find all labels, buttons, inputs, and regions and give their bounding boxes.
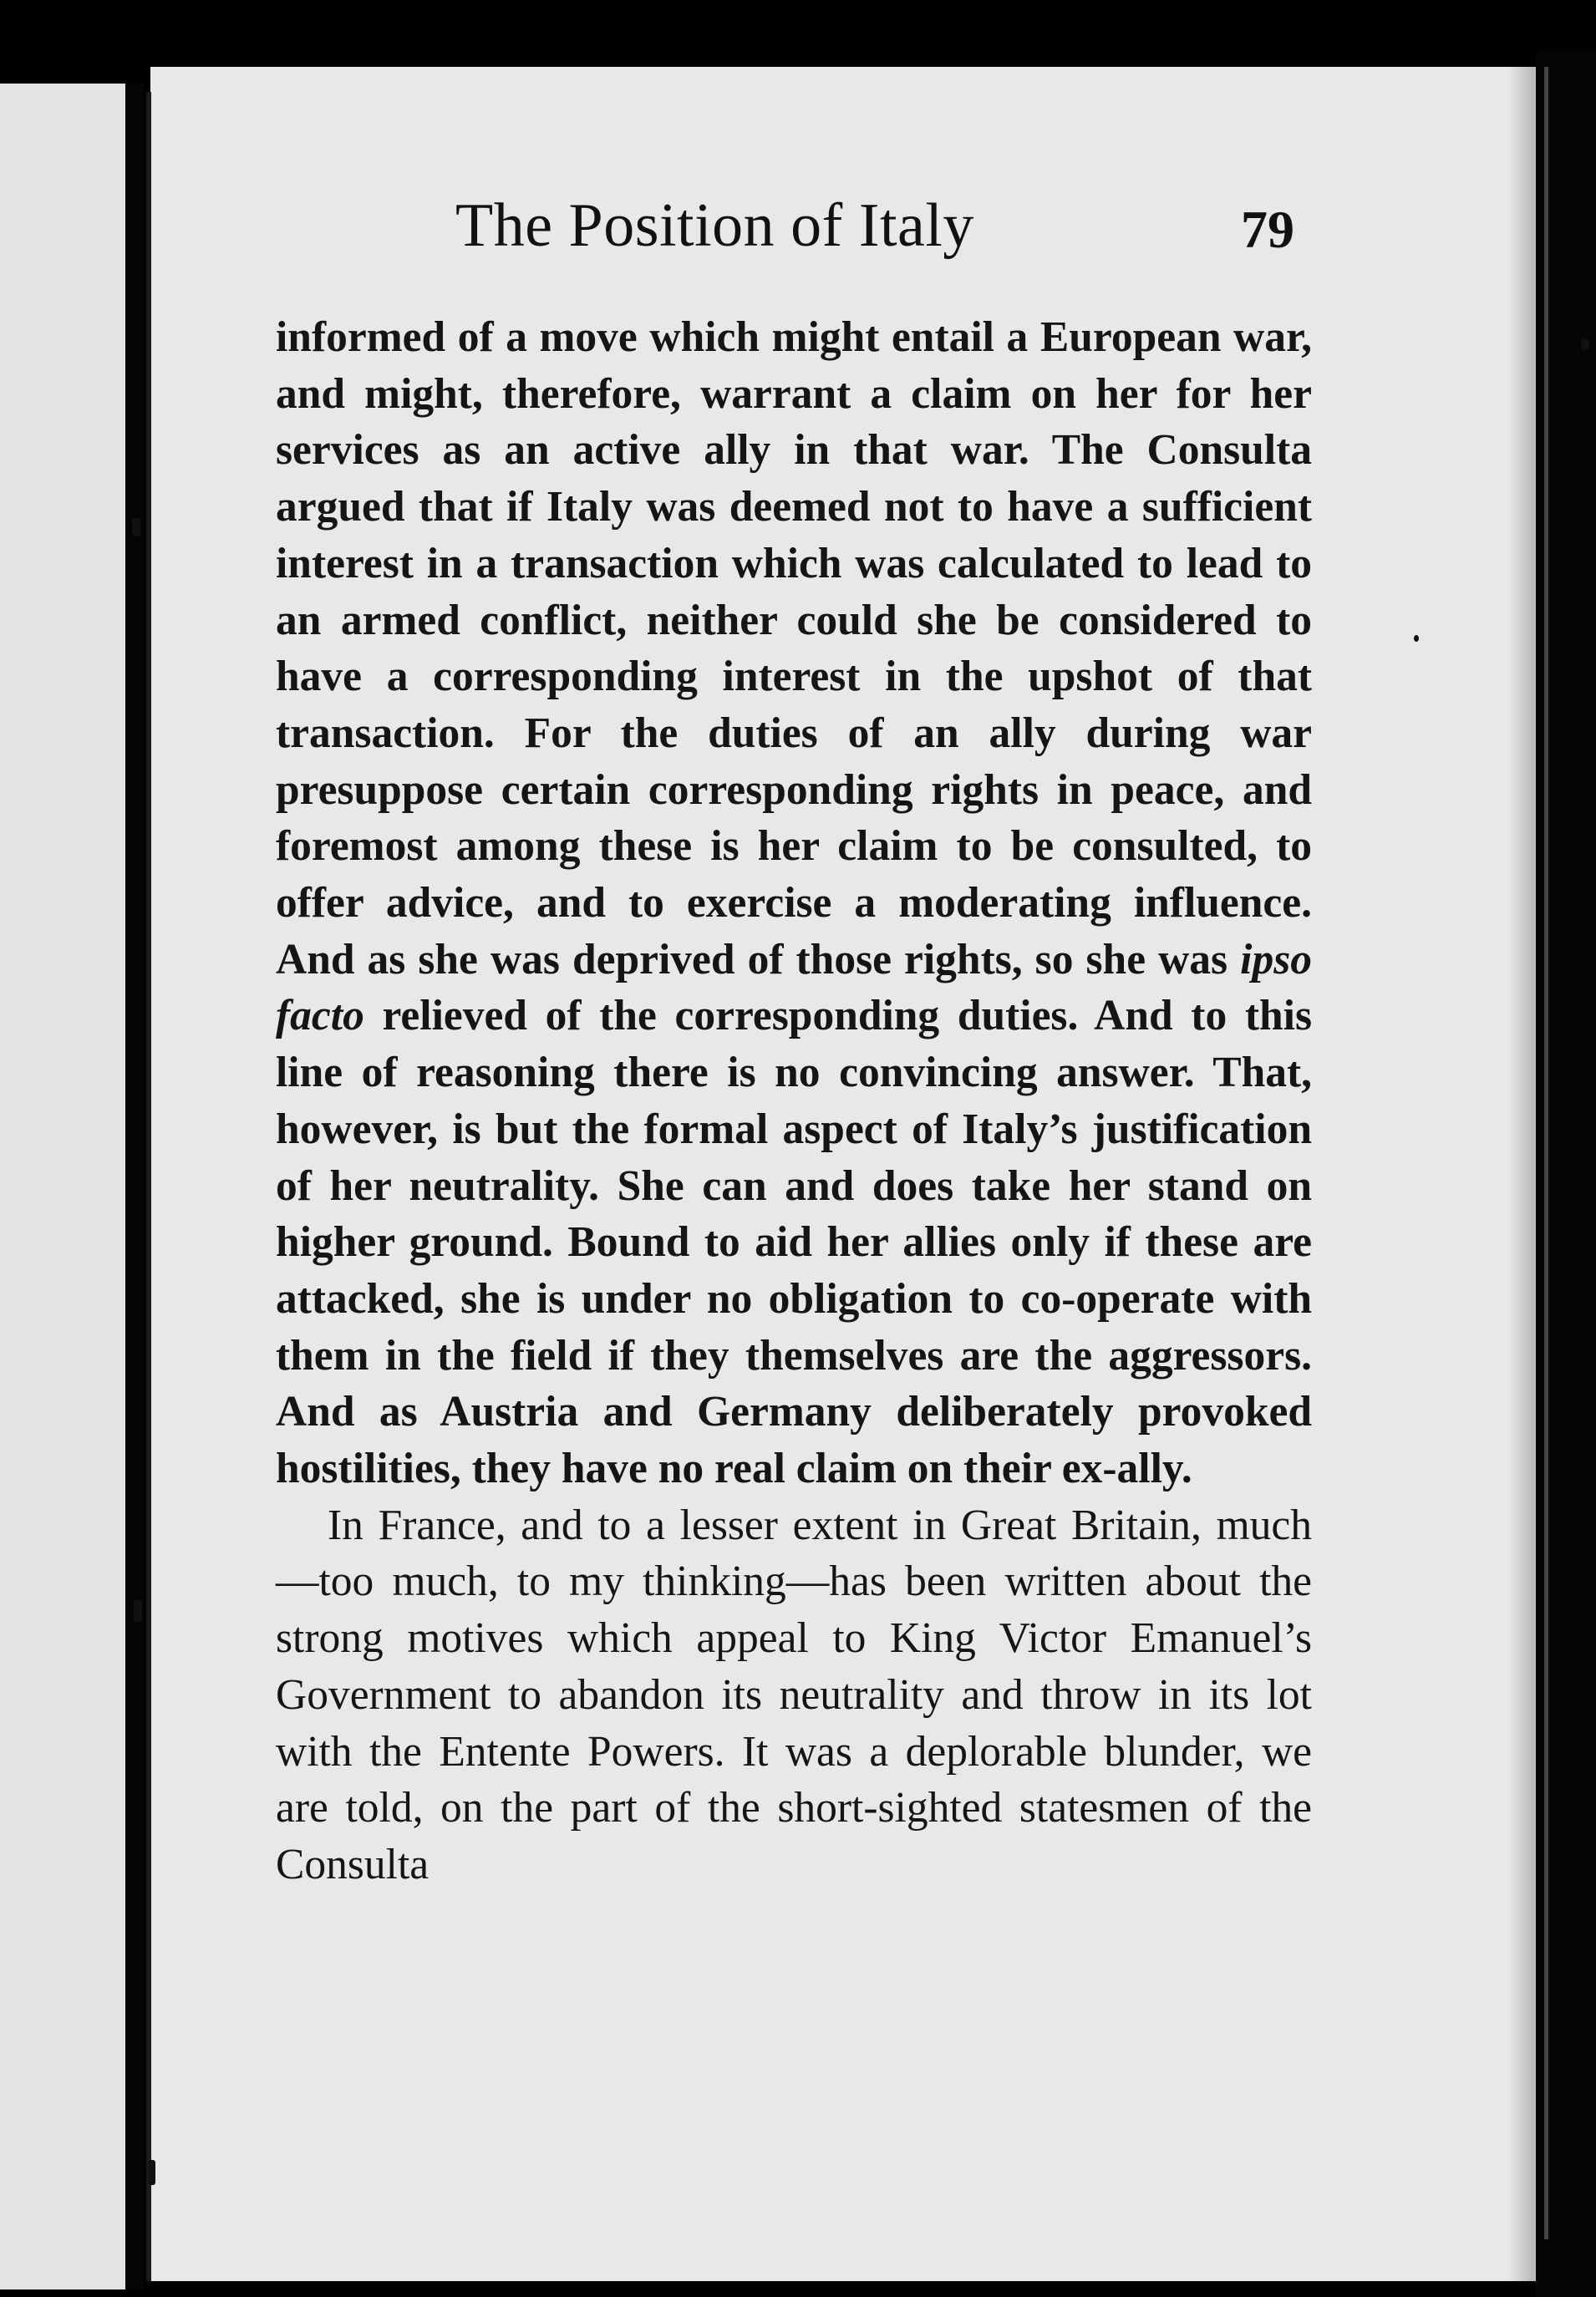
paragraph-1-part-1: informed of a move which might entail a European war, and might, therefore, warrant a claim on her for her services as an active ally in that war. The Consulta argued that if Italy was deemed not to have a sufficient interest in a transaction which was calculated to lead to an armed conflict, neither could she be considered to have a corresponding interest in the upshot of that transaction. For the duties of an ally during war presuppose certain corresponding rights in peace, and foremost among these is her claim to be consulted, to offer advice, and to exercise a moderating influence. And as she was deprived of those rights, so she was xyxy=(276,313,1312,983)
facing-page-edge xyxy=(0,84,125,2289)
right-edge-line xyxy=(1544,67,1548,2239)
book-gutter xyxy=(125,84,144,2289)
paragraph-1 xyxy=(276,309,1312,1497)
body-text xyxy=(276,309,1312,1893)
paragraph-1-part-2: relieved of the corresponding duties. And to this line of reasoning there is no convincing answer. That, however, is but the formal aspect of Italy’s justification of her neutrality. She can and does take her stand on higher ground. Bound to aid her allies only if these are attacked, she is under no obligation to co-operate with them in the field if they themselves are the aggressors. And as Austria and Germany deliberately provoked hostilities, they have no real claim on their ex-ally. xyxy=(276,992,1312,1493)
gutter-line xyxy=(146,92,151,2281)
scan-speck xyxy=(134,1600,142,1622)
paragraph-1-italic-phrase: ipso facto xyxy=(276,935,1312,1040)
scan-speck xyxy=(1414,635,1419,642)
scan-speck xyxy=(132,518,140,536)
page-header xyxy=(297,191,1299,282)
page-number: 79 xyxy=(1241,200,1294,259)
scan-speck xyxy=(1581,338,1589,350)
running-title: The Position of Italy xyxy=(455,191,974,260)
paragraph-2: In France, and to a lesser extent in Great Britain, much—too much, to my thinking—has been written about the strong motives which appeal to King Victor Emanuel’s Government to abandon its neutrality and throw in its lot with the Entente Powers. It was a deplorable blunder, we are told, on the part of the short-sighted statesmen of the Consulta xyxy=(276,1501,1312,1888)
page-edge-shadow xyxy=(1508,67,1533,2281)
scan-speck xyxy=(149,2160,155,2185)
